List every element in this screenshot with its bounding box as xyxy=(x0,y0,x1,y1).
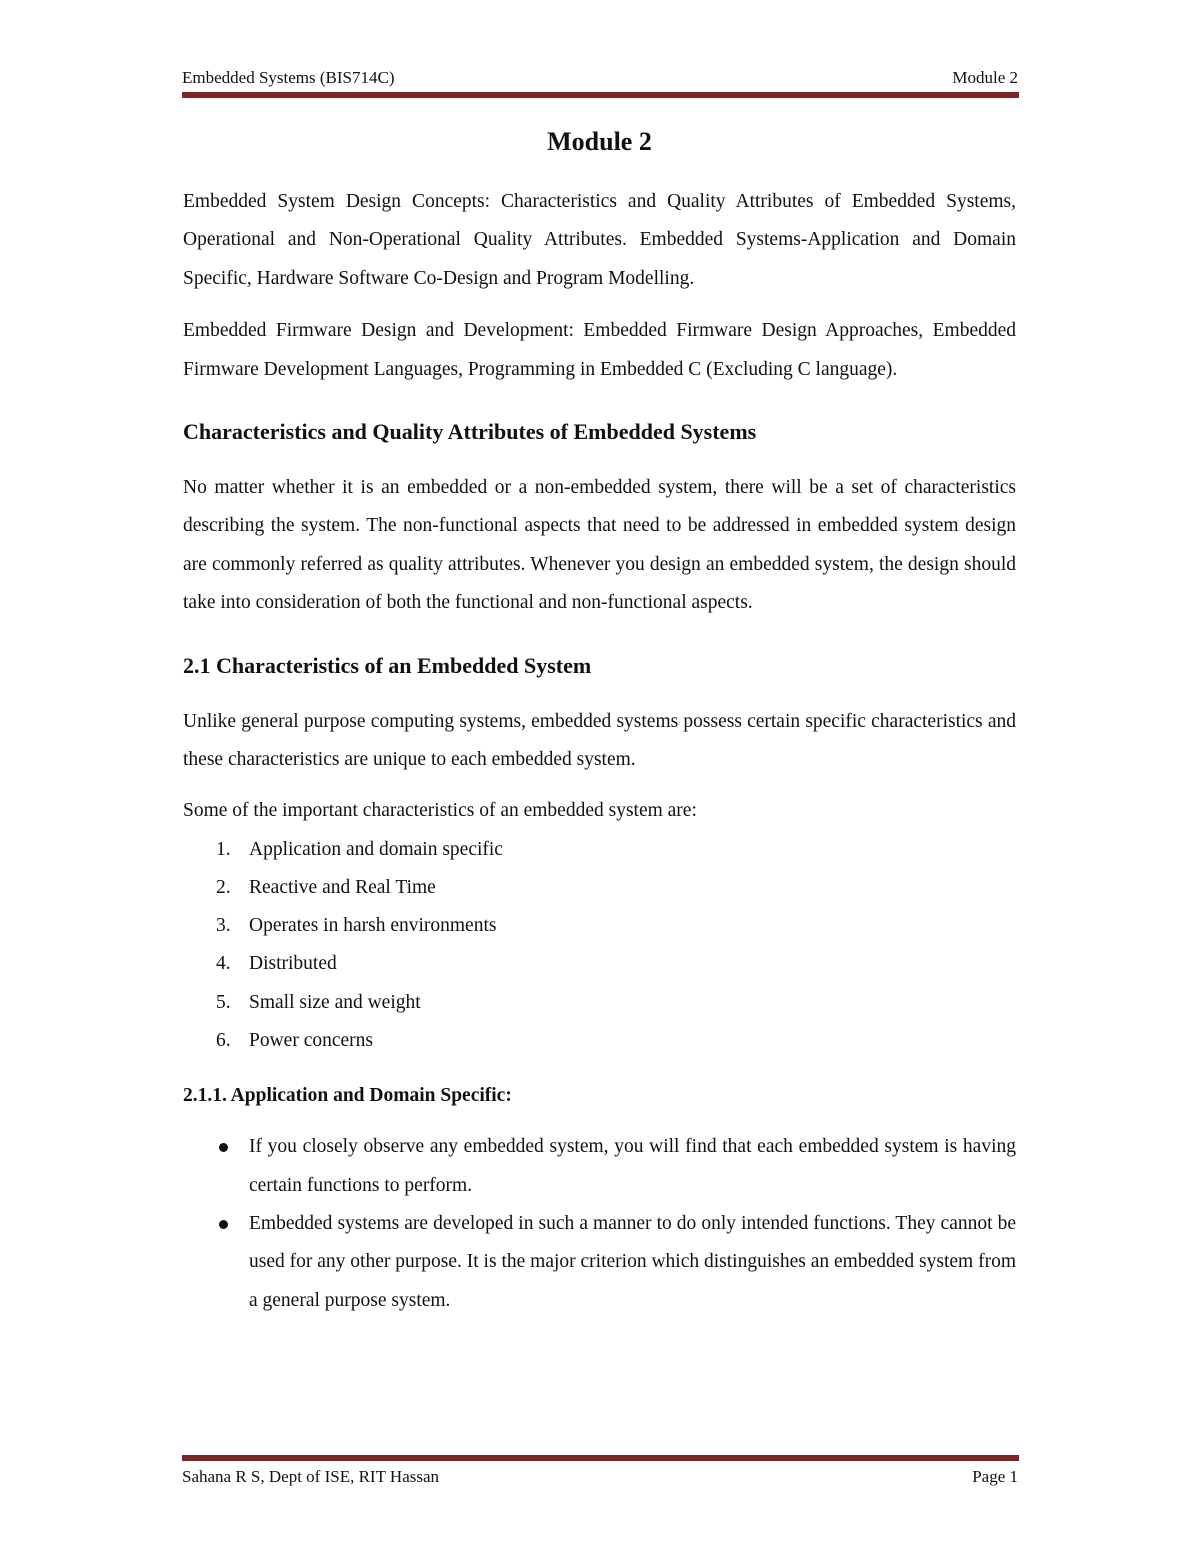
list-item-text: Reactive and Real Time xyxy=(249,877,436,899)
bullet-item-text: If you closely observe any embedded system, you will find that each embedded system is having certain functions to perform. xyxy=(249,1136,1016,1196)
characteristics-list xyxy=(183,831,1016,1060)
page-title: Module 2 xyxy=(547,127,652,156)
list-item-number: 2. xyxy=(216,877,231,899)
list-item-number: 5. xyxy=(216,991,231,1013)
bullet-dot-icon xyxy=(219,1143,228,1152)
list-item xyxy=(183,1022,1016,1060)
bullet-item-text: Embedded systems are developed in such a manner to do only intended functions. They cannot be used for any other purpose. It is the major criterion which distinguishes an embedded system from a general purpose system. xyxy=(249,1212,1016,1311)
intro-paragraph-2: Embedded Firmware Design and Development: Embedded Firmware Design Approaches, Embedded Firmware Development Languages, Programming in Embedded C (Excluding C language). xyxy=(183,320,1016,380)
page-content xyxy=(183,120,1016,1320)
list-item-text: Application and domain specific xyxy=(249,838,503,860)
section-2-1-paragraph: Unlike general purpose computing systems, embedded systems possess certain specific characteristics and these characteristics are unique to each embedded system. xyxy=(183,710,1016,771)
bullet-item xyxy=(183,1205,1016,1320)
header-rule xyxy=(182,92,1019,98)
list-item xyxy=(183,831,1016,869)
list-item-text: Operates in harsh environments xyxy=(249,915,497,937)
bullet-item xyxy=(183,1128,1016,1205)
section-heading-characteristics: Characteristics and Quality Attributes of Embedded Systems xyxy=(183,419,757,445)
footer-rule xyxy=(182,1455,1019,1461)
header-module-label: Module 2 xyxy=(952,68,1018,87)
list-item xyxy=(183,869,1016,907)
footer-author: Sahana R S, Dept of ISE, RIT Hassan xyxy=(182,1467,440,1486)
bullet-list xyxy=(183,1128,1016,1320)
header-course-title: Embedded Systems (BIS714C) xyxy=(182,68,395,87)
bullet-dot-icon xyxy=(219,1220,228,1229)
list-item-number: 3. xyxy=(216,915,231,937)
footer-page-number: Page 1 xyxy=(972,1467,1018,1486)
characteristics-paragraph: No matter whether it is an embedded or a non-embedded system, there will be a set of characteristics describing the system. The non-functional aspects that need to be addressed in embedded system design are commonly referred as quality attributes. Whenever you design an embedded system, the design should take into consideration of both the functional and non-functional aspects. xyxy=(183,477,1016,614)
subsection-heading-2-1-1: 2.1.1. Application and Domain Specific: xyxy=(183,1085,512,1107)
list-item xyxy=(183,907,1016,945)
list-intro-paragraph: Some of the important characteristics of an embedded system are: xyxy=(183,800,697,822)
list-item-text: Distributed xyxy=(249,953,337,975)
list-item-text: Power concerns xyxy=(249,1029,373,1051)
list-item-number: 4. xyxy=(216,953,231,975)
list-item xyxy=(183,984,1016,1022)
intro-paragraph-1: Embedded System Design Concepts: Characteristics and Quality Attributes of Embedded Systems, Operational and Non-Operational Quality Attributes. Embedded Systems-Application and Domain Specific, Hardware Software Co-Design and Program Modelling. xyxy=(183,191,1016,289)
list-item-text: Small size and weight xyxy=(249,991,421,1013)
list-item-number: 1. xyxy=(216,838,231,860)
section-heading-2-1: 2.1 Characteristics of an Embedded System xyxy=(183,652,592,678)
page-footer xyxy=(182,1467,1018,1489)
list-item xyxy=(183,945,1016,983)
list-item-number: 6. xyxy=(216,1029,231,1051)
page-header xyxy=(182,66,1018,88)
